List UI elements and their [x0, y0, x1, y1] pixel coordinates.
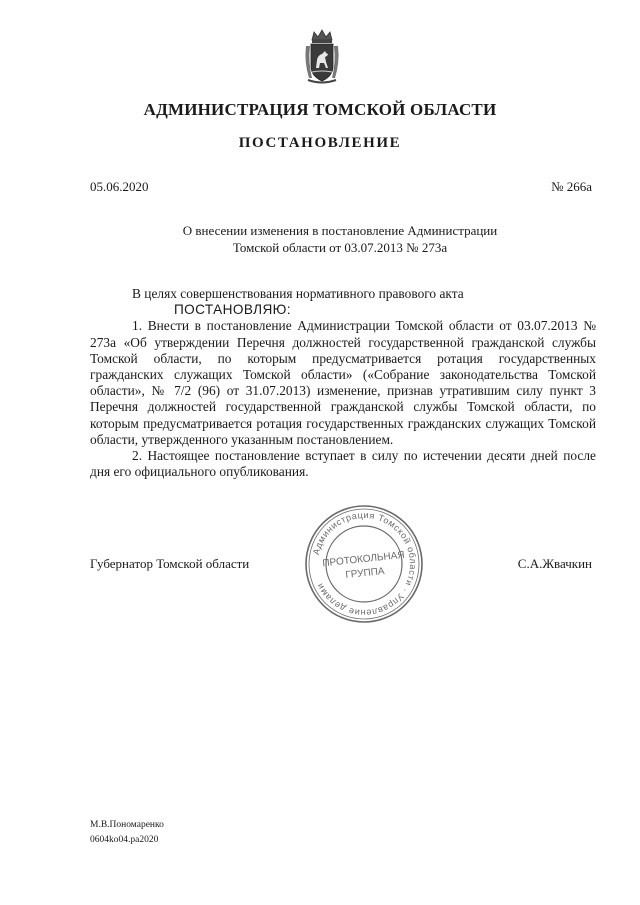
document-type: ПОСТАНОВЛЕНИЕ [238, 135, 402, 151]
official-stamp [302, 502, 426, 626]
body-intro: В целях совершенствования нормативного правового акта [132, 286, 464, 301]
stamp-seal-icon [302, 502, 426, 626]
footer-file-code: 0604ko04.pa2020 [90, 835, 159, 845]
document-subject [120, 222, 560, 256]
decree-word: ПОСТАНОВЛЯЮ: [174, 302, 291, 318]
document-footer [90, 818, 164, 848]
footer-author: М.В.Пономаренко [90, 820, 164, 830]
signer-name: С.А.Жвачкин [517, 556, 592, 571]
organization-title: АДМИНИСТРАЦИЯ ТОМСКОЙ ОБЛАСТИ [143, 100, 497, 119]
emblem [302, 28, 342, 86]
stamp-ring-text: Администрация Томской области · Управление делами [310, 509, 419, 619]
document-body [90, 286, 596, 480]
subject-line: Томской области от 03.07.2013 № 273а [232, 240, 448, 255]
stamp-center-line: ГРУППА [344, 565, 386, 581]
tomsk-region-coat-of-arms-icon [302, 28, 342, 86]
subject-line: О внесении изменения в постановление Администрации [182, 223, 498, 238]
document-number: № 266а [551, 179, 592, 194]
signer-position: Губернатор Томской области [90, 556, 250, 571]
body-item-2: 2. Настоящее постановление вступает в силу по истечении десяти дней после дня его официального опубликования. [90, 448, 596, 480]
stamp-center-line: ПРОТОКОЛЬНАЯ [321, 549, 406, 570]
body-item-1: 1. Внести в постановление Администрации Томской области от 03.07.2013 № 273а «Об утверждении Перечня должностей государственной гражданской службы Томской области, по которым предусматривается ротация государственных гражданских служащих Томской области» («Собрание законодательства Томской области», № 7/2 (96) от 31.07.2013) изменение, признав утратившим силу пункт 3 Перечня должностей государственной гражданской службы Томской области, по которым предусматривается ротация государственных гражданских служащих Томской области, утвержденного указанным постановлением. [90, 318, 596, 447]
document-date: 05.06.2020 [90, 179, 149, 194]
